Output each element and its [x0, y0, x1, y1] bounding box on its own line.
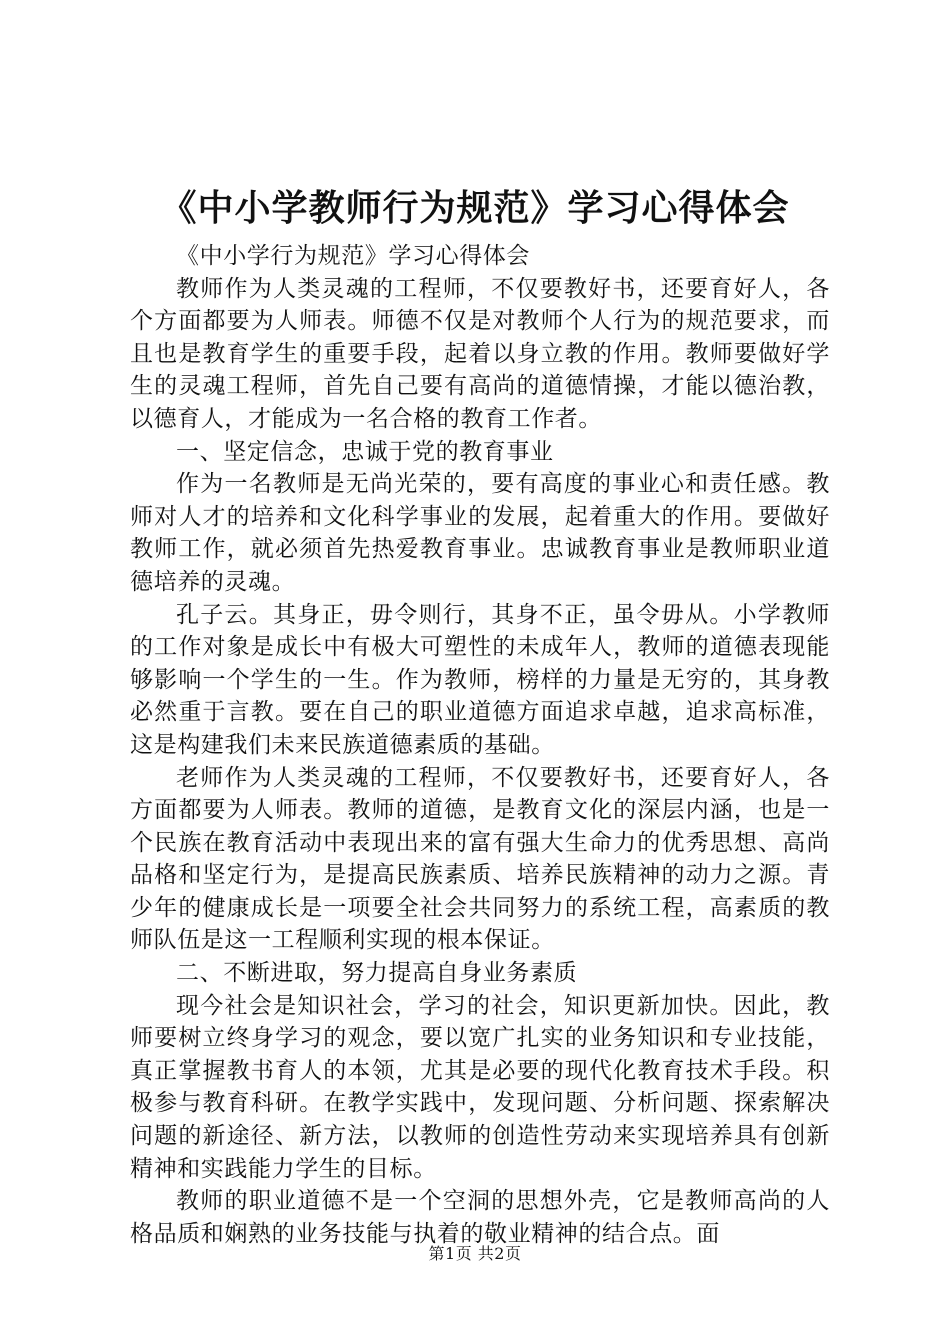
body-paragraph: 教师的职业道德不是一个空洞的思想外壳，它是教师高尚的人格品质和娴熟的业务技能与执着的敬业精神的结合点。面: [130, 1188, 830, 1247]
subtitle-paragraph: 《中小学行为规范》学习心得体会: [176, 243, 530, 269]
body-paragraph: 孔子云。其身正，毋令则行，其身不正，虽令毋从。小学教师的工作对象是成长中有极大可塑性的未成年人，教师的道德表现能够影响一个学生的一生。作为教师，榜样的力量是无穷的，其身教必然重于言教。要在自己的职业道德方面追求卓越，追求高标准，这是构建我们未来民族道德素质的基础。: [130, 601, 830, 758]
body-paragraph: 老师作为人类灵魂的工程师，不仅要教好书，还要育好人，各方面都要为人师表。教师的道德，是教育文化的深层内涵，也是一个民族在教育活动中表现出来的富有强大生命力的优秀思想、高尚品格和坚定行为，是提高民族素质、培养民族精神的动力之源。青少年的健康成长是一项要全社会共同努力的系统工程，高素质的教师队伍是这一工程顺利实现的根本保证。: [130, 764, 830, 954]
document-body: [130, 240, 830, 1250]
body-paragraph: 作为一名教师是无尚光荣的，要有高度的事业心和责任感。教师对人才的培养和文化科学事业的发展，起着重大的作用。要做好教师工作，就必须首先热爱教育事业。忠诚教育事业是教师职业道德培养的灵魂。: [130, 471, 830, 595]
section-heading: 一、坚定信念，忠诚于党的教育事业: [176, 438, 554, 465]
section-heading: 二、不断进取，努力提高自身业务素质: [176, 960, 578, 987]
page-number-footer: 第1页 共2页: [428, 1244, 522, 1263]
document-title: 《中小学教师行为规范》学习心得体会: [160, 188, 790, 229]
body-paragraph: 教师作为人类灵魂的工程师，不仅要教好书，还要育好人，各个方面都要为人师表。师德不仅是对教师个人行为的规范要求，而且也是教育学生的重要手段，起着以身立教的作用。教师要做好学生的灵魂工程师，首先自己要有高尚的道德情操，才能以德治教，以德育人，才能成为一名合格的教育工作者。: [130, 275, 830, 432]
body-paragraph: 现今社会是知识社会，学习的社会，知识更新加快。因此，教师要树立终身学习的观念，要以宽广扎实的业务知识和专业技能，真正掌握教书育人的本领，尤其是必要的现代化教育技术手段。积极参与教育科研。在教学实践中，发现问题、分析问题、探索解决问题的新途径、新方法，以教师的创造性劳动来实现培养具有创新精神和实践能力学生的目标。: [130, 992, 830, 1182]
